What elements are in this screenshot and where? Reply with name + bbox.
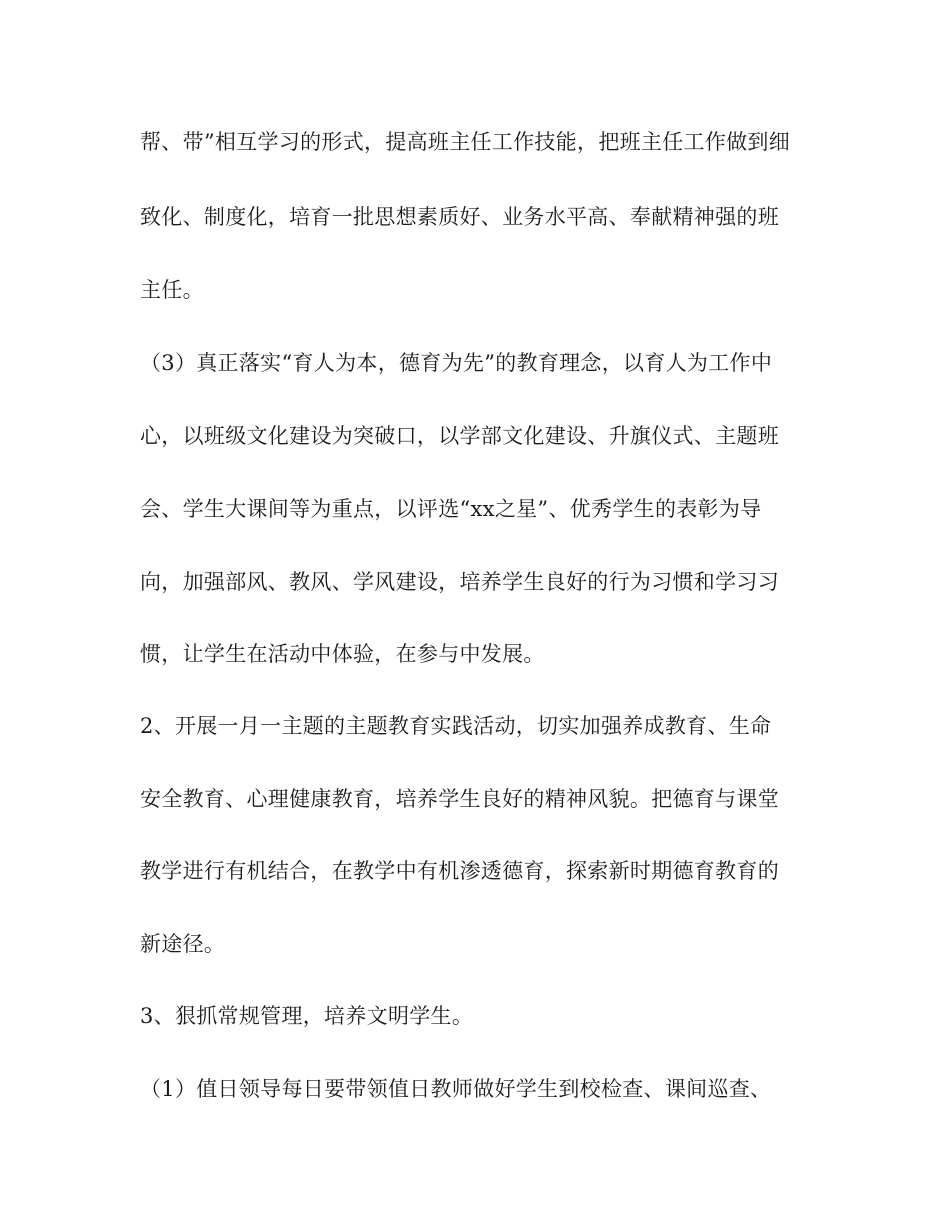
paragraph-line: 2、开展一月一主题的主题教育实践活动，切实加强养成教育、生命 <box>140 714 772 738</box>
paragraph-line: （3）真正落实“育人为本，德育为先”的教育理念，以育人为工作中 <box>140 351 773 375</box>
paragraph-line: 安全教育、心理健康教育，培养学生良好的精神风貌。把德育与课堂 <box>140 787 779 811</box>
paragraph-line: 惯，让学生在活动中体验，在参与中发展。 <box>140 642 545 666</box>
paragraph-line: 新途径。 <box>140 932 226 956</box>
paragraph-line: 向，加强部风、教风、学风建设，培养学生良好的行为习惯和学习习 <box>140 570 779 594</box>
paragraph-line: 心，以班级文化建设为突破口，以学部文化建设、升旗仪式、主题班 <box>140 424 779 448</box>
paragraph-line: 主任。 <box>140 278 204 302</box>
paragraph-line: 3、狠抓常规管理，培养文明学生。 <box>140 1004 474 1028</box>
paragraph-line: 会、学生大课间等为重点，以评选“xx之星”、优秀学生的表彰为导 <box>140 497 762 521</box>
paragraph-line: （1）值日领导每日要带领值日教师做好学生到校检查、课间巡查、 <box>140 1077 772 1101</box>
paragraph-line: 帮、带”相互学习的形式，提高班主任工作技能，把班主任工作做到细 <box>140 130 791 154</box>
paragraph-line: 教学进行有机结合，在教学中有机渗透德育，探索新时期德育教育的 <box>140 859 779 883</box>
paragraph-line: 致化、制度化，培育一批思想素质好、业务水平高、奉献精神强的班 <box>140 205 779 229</box>
